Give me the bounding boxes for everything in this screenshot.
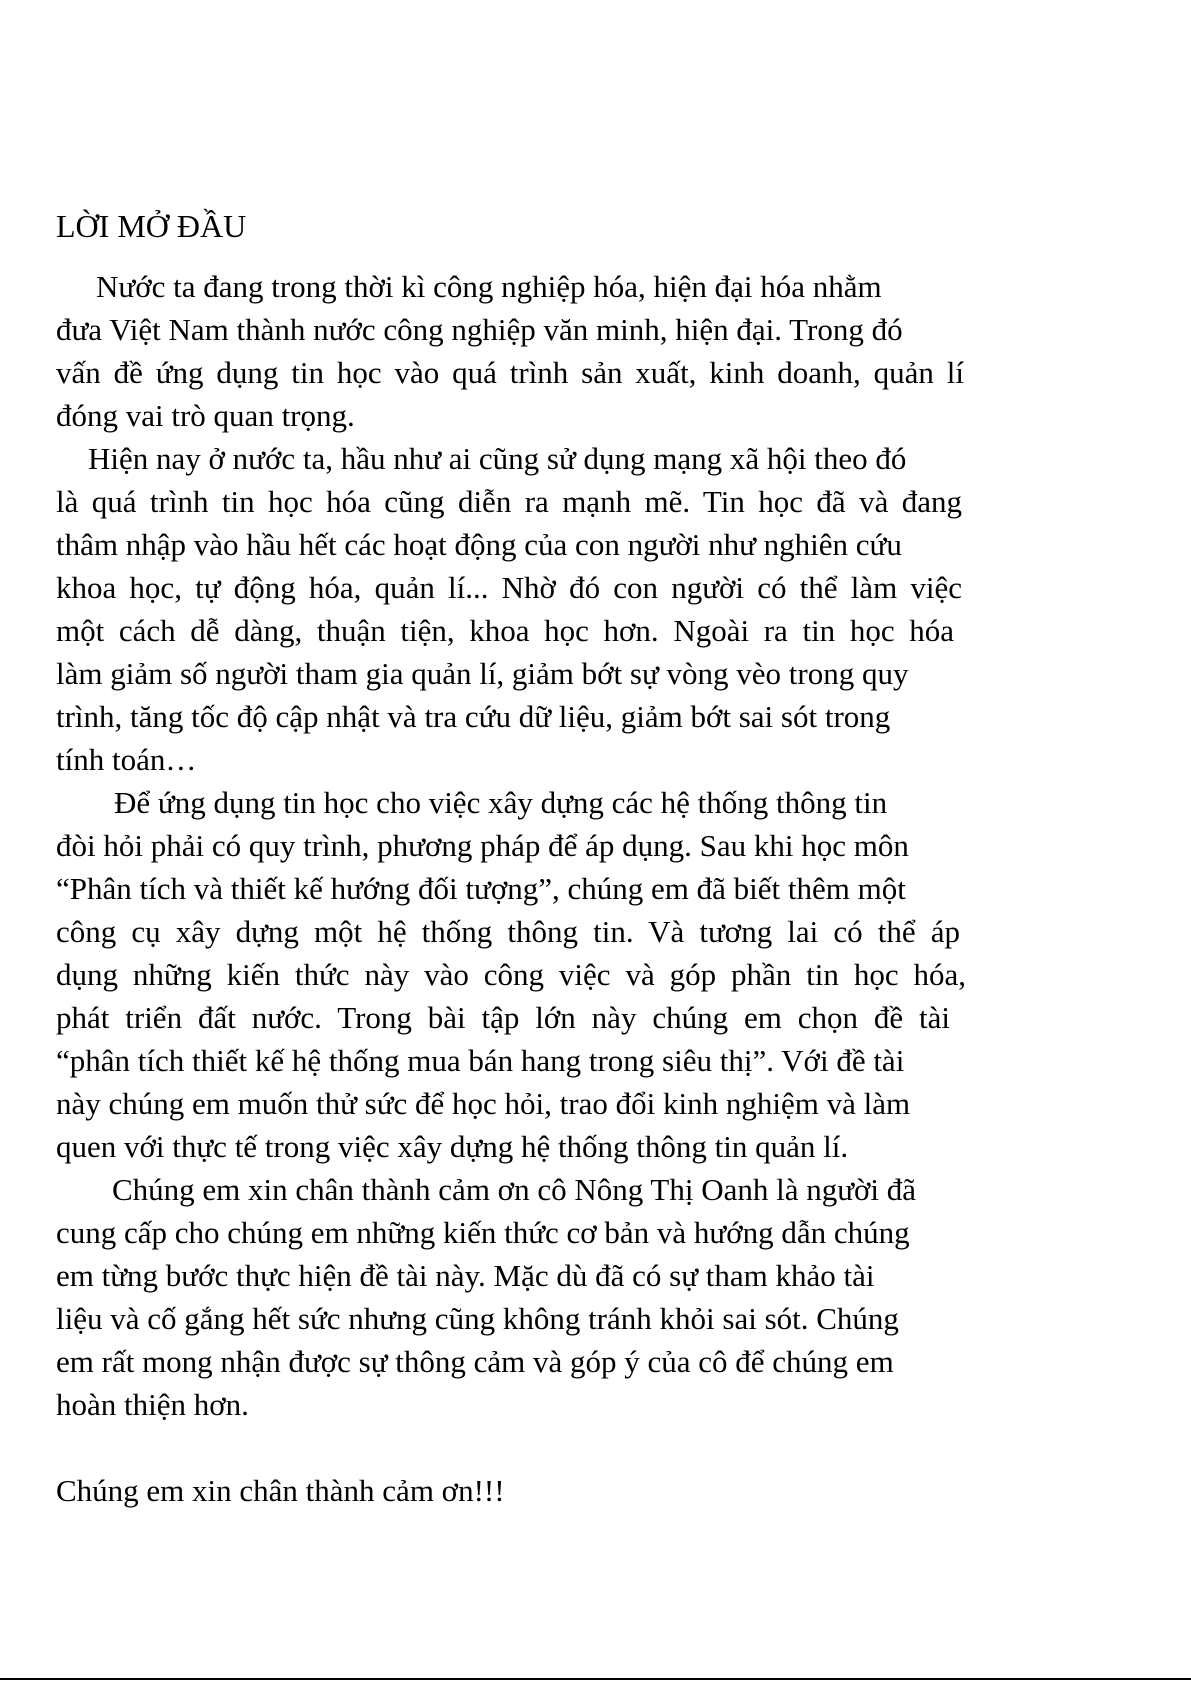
text-line: tính toán… [56,742,197,777]
text-line: Hiện nay ở nước ta, hầu như ai cũng sử dụng mạng xã hội theo đó [88,441,907,476]
text-line: thâm nhập vào hầu hết các hoạt động của con người như nghiên cứu [56,527,902,562]
page-bottom-rule [0,1678,1191,1680]
text-line: công cụ xây dựng một hệ thống thông tin. Và tương lai có thể áp [56,914,960,949]
text-line: Nước ta đang trong thời kì công nghiệp hóa, hiện đại hóa nhằm [96,269,882,304]
blank-line [56,1426,1046,1469]
text-line: em từng bước thực hiện đề tài này. Mặc dù đã có sự tham khảo tài [56,1258,875,1293]
text-line: một cách dễ dàng, thuận tiện, khoa học hơn. Ngoài ra tin học hóa [56,613,954,648]
text-line: quen với thực tế trong việc xây dựng hệ thống thông tin quản lí. [56,1129,849,1164]
text-line: phát triển đất nước. Trong bài tập lớn này chúng em chọn đề tài [56,1000,950,1035]
text-line: trình, tăng tốc độ cập nhật và tra cứu dữ liệu, giảm bớt sai sót trong [56,699,891,734]
text-line: đóng vai trò quan trọng. [56,398,355,433]
text-line: đưa Việt Nam thành nước công nghiệp văn minh, hiện đại. Trong đó [56,312,903,347]
text-line: làm giảm số người tham gia quản lí, giảm bớt sự vòng vèo trong quy [56,656,909,691]
text-line: dụng những kiến thức này vào công việc và góp phần tin học hóa, [56,957,966,992]
text-line: em rất mong nhận được sự thông cảm và góp ý của cô để chúng em [56,1344,894,1379]
page-title: LỜI MỞ ĐẦU [56,208,247,244]
text-line: này chúng em muốn thử sức để học hỏi, trao đổi kinh nghiệm và làm [56,1086,911,1121]
text-line: hoàn thiện hơn. [56,1387,249,1422]
text-line: “Phân tích và thiết kế hướng đối tượng”, chúng em đã biết thêm một [56,871,906,906]
text-line: Để ứng dụng tin học cho việc xây dựng các hệ thống thông tin [114,785,888,820]
text-line: cung cấp cho chúng em những kiến thức cơ bản và hướng dẫn chúng [56,1215,910,1250]
body-text [56,265,1046,1512]
text-line: “phân tích thiết kế hệ thống mua bán hang trong siêu thị”. Với đề tài [56,1043,905,1078]
text-line: vấn đề ứng dụng tin học vào quá trình sản xuất, kinh doanh, quản lí [56,355,964,390]
closing-line: Chúng em xin chân thành cảm ơn!!! [56,1473,505,1508]
text-line: Chúng em xin chân thành cảm ơn cô Nông Thị Oanh là người đã [112,1172,917,1207]
text-line: khoa học, tự động hóa, quản lí... Nhờ đó con người có thể làm việc [56,570,962,605]
text-line: đòi hỏi phải có quy trình, phương pháp để áp dụng. Sau khi học môn [56,828,909,863]
text-line: liệu và cố gắng hết sức nhưng cũng không tránh khỏi sai sót. Chúng [56,1301,899,1336]
text-line: là quá trình tin học hóa cũng diễn ra mạnh mẽ. Tin học đã và đang [56,484,962,519]
